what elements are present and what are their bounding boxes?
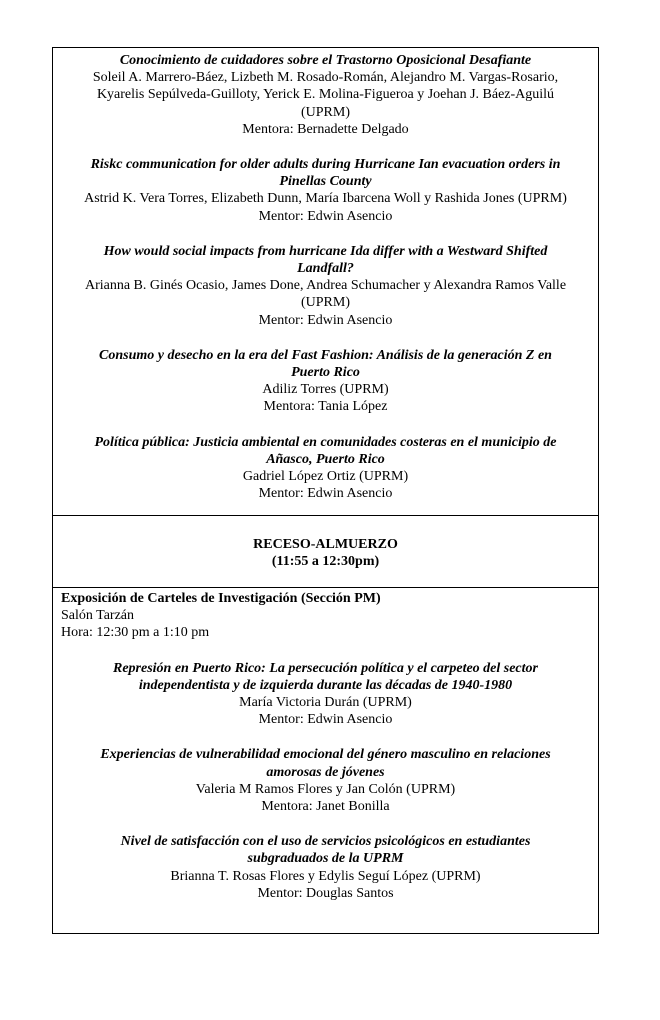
presentation-entry [65, 434, 586, 503]
presentation-mentor: Mentora: Bernadette Delgado [242, 121, 409, 137]
presentation-title: Riskc communication for older adults during Hurricane Ian evacuation orders in [90, 157, 561, 173]
presentation-title: amorosas de jóvenes [266, 764, 385, 780]
exhibition-title: Exposición de Carteles de Investigación (Sección PM) [61, 591, 381, 606]
presentation-title: Añasco, Puerto Rico [266, 451, 385, 467]
presentation-mentor: Mentora: Tania López [263, 399, 388, 415]
presentation-entry [65, 347, 586, 416]
presentation-mentor: Mentor: Edwin Asencio [258, 712, 393, 728]
presentation-authors: Soleil A. Marrero-Báez, Lizbeth M. Rosado-Román, Alejandro M. Vargas-Rosario, [92, 70, 559, 86]
presentation-title: Pinellas County [279, 174, 372, 190]
presentation-title: Conocimiento de cuidadores sobre el Trastorno Oposicional Desafiante [119, 53, 532, 68]
recess-title: RECESO-ALMUERZO [253, 537, 398, 552]
presentation-entry [65, 746, 586, 815]
presentation-authors: (UPRM) [300, 104, 350, 120]
presentation-mentor: Mentor: Edwin Asencio [258, 312, 393, 328]
presentation-authors: María Victoria Durán (UPRM) [239, 695, 412, 711]
presentation-title: Nivel de satisfacción con el uso de servicios psicológicos en estudiantes [120, 834, 531, 850]
presentation-authors: Astrid K. Vera Torres, Elizabeth Dunn, María Ibarcena Woll y Rashida Jones (UPRM) [84, 191, 567, 207]
poster-exhibition-section [53, 587, 598, 933]
presentation-entry [65, 660, 586, 729]
presentations-section-am [53, 48, 598, 515]
lunch-recess-section [53, 515, 598, 587]
presentation-title: Política pública: Justicia ambiental en comunidades costeras en el municipio de [94, 434, 557, 450]
presentation-title: How would social impacts from hurricane Ida differ with a Westward Shifted [103, 243, 548, 259]
presentation-title: Consumo y desecho en la era del Fast Fashion: Análisis de la generación Z en [99, 347, 552, 363]
exhibition-header [53, 590, 598, 642]
presentation-authors: Adiliz Torres (UPRM) [262, 382, 389, 398]
presentation-entry [65, 243, 586, 329]
presentation-authors: Brianna T. Rosas Flores y Edylis Seguí López (UPRM) [170, 868, 481, 884]
presentation-authors: Kyarelis Sepúlveda-Guilloty, Yerick E. Molina-Figueroa y Joehan J. Báez-Aguilú [96, 87, 555, 103]
presentation-authors: Gadriel López Ortiz (UPRM) [242, 469, 409, 485]
presentation-entry [65, 833, 586, 902]
presentation-title: Experiencias de vulnerabilidad emocional del género masculino en relaciones [100, 747, 551, 763]
presentation-mentor: Mentor: Douglas Santos [257, 885, 394, 901]
presentation-authors: (UPRM) [300, 295, 350, 311]
recess-time: (11:55 a 12:30pm) [271, 554, 380, 570]
presentation-title: independentista y de izquierda durante las décadas de 1940-1980 [138, 677, 513, 693]
presentation-title: Puerto Rico [291, 365, 360, 381]
presentation-mentor: Mentor: Edwin Asencio [258, 486, 393, 502]
presentation-entry [65, 52, 586, 138]
presentation-title: Landfall? [297, 261, 354, 277]
presentation-mentor: Mentor: Edwin Asencio [258, 208, 393, 224]
exhibition-hours: Hora: 12:30 pm a 1:10 pm [61, 625, 210, 641]
presentation-mentor: Mentora: Janet Bonilla [261, 799, 390, 815]
presentation-authors: Arianna B. Ginés Ocasio, James Done, Andrea Schumacher y Alexandra Ramos Valle [84, 278, 567, 294]
presentation-authors: Valeria M Ramos Flores y Jan Colón (UPRM) [195, 781, 456, 797]
presentation-title: subgraduados de la UPRM [247, 851, 404, 867]
program-table [52, 47, 599, 934]
presentation-title: Represión en Puerto Rico: La persecución política y el carpeteo del sector [113, 660, 538, 676]
exhibition-room: Salón Tarzán [61, 608, 135, 624]
presentation-entry [65, 156, 586, 225]
